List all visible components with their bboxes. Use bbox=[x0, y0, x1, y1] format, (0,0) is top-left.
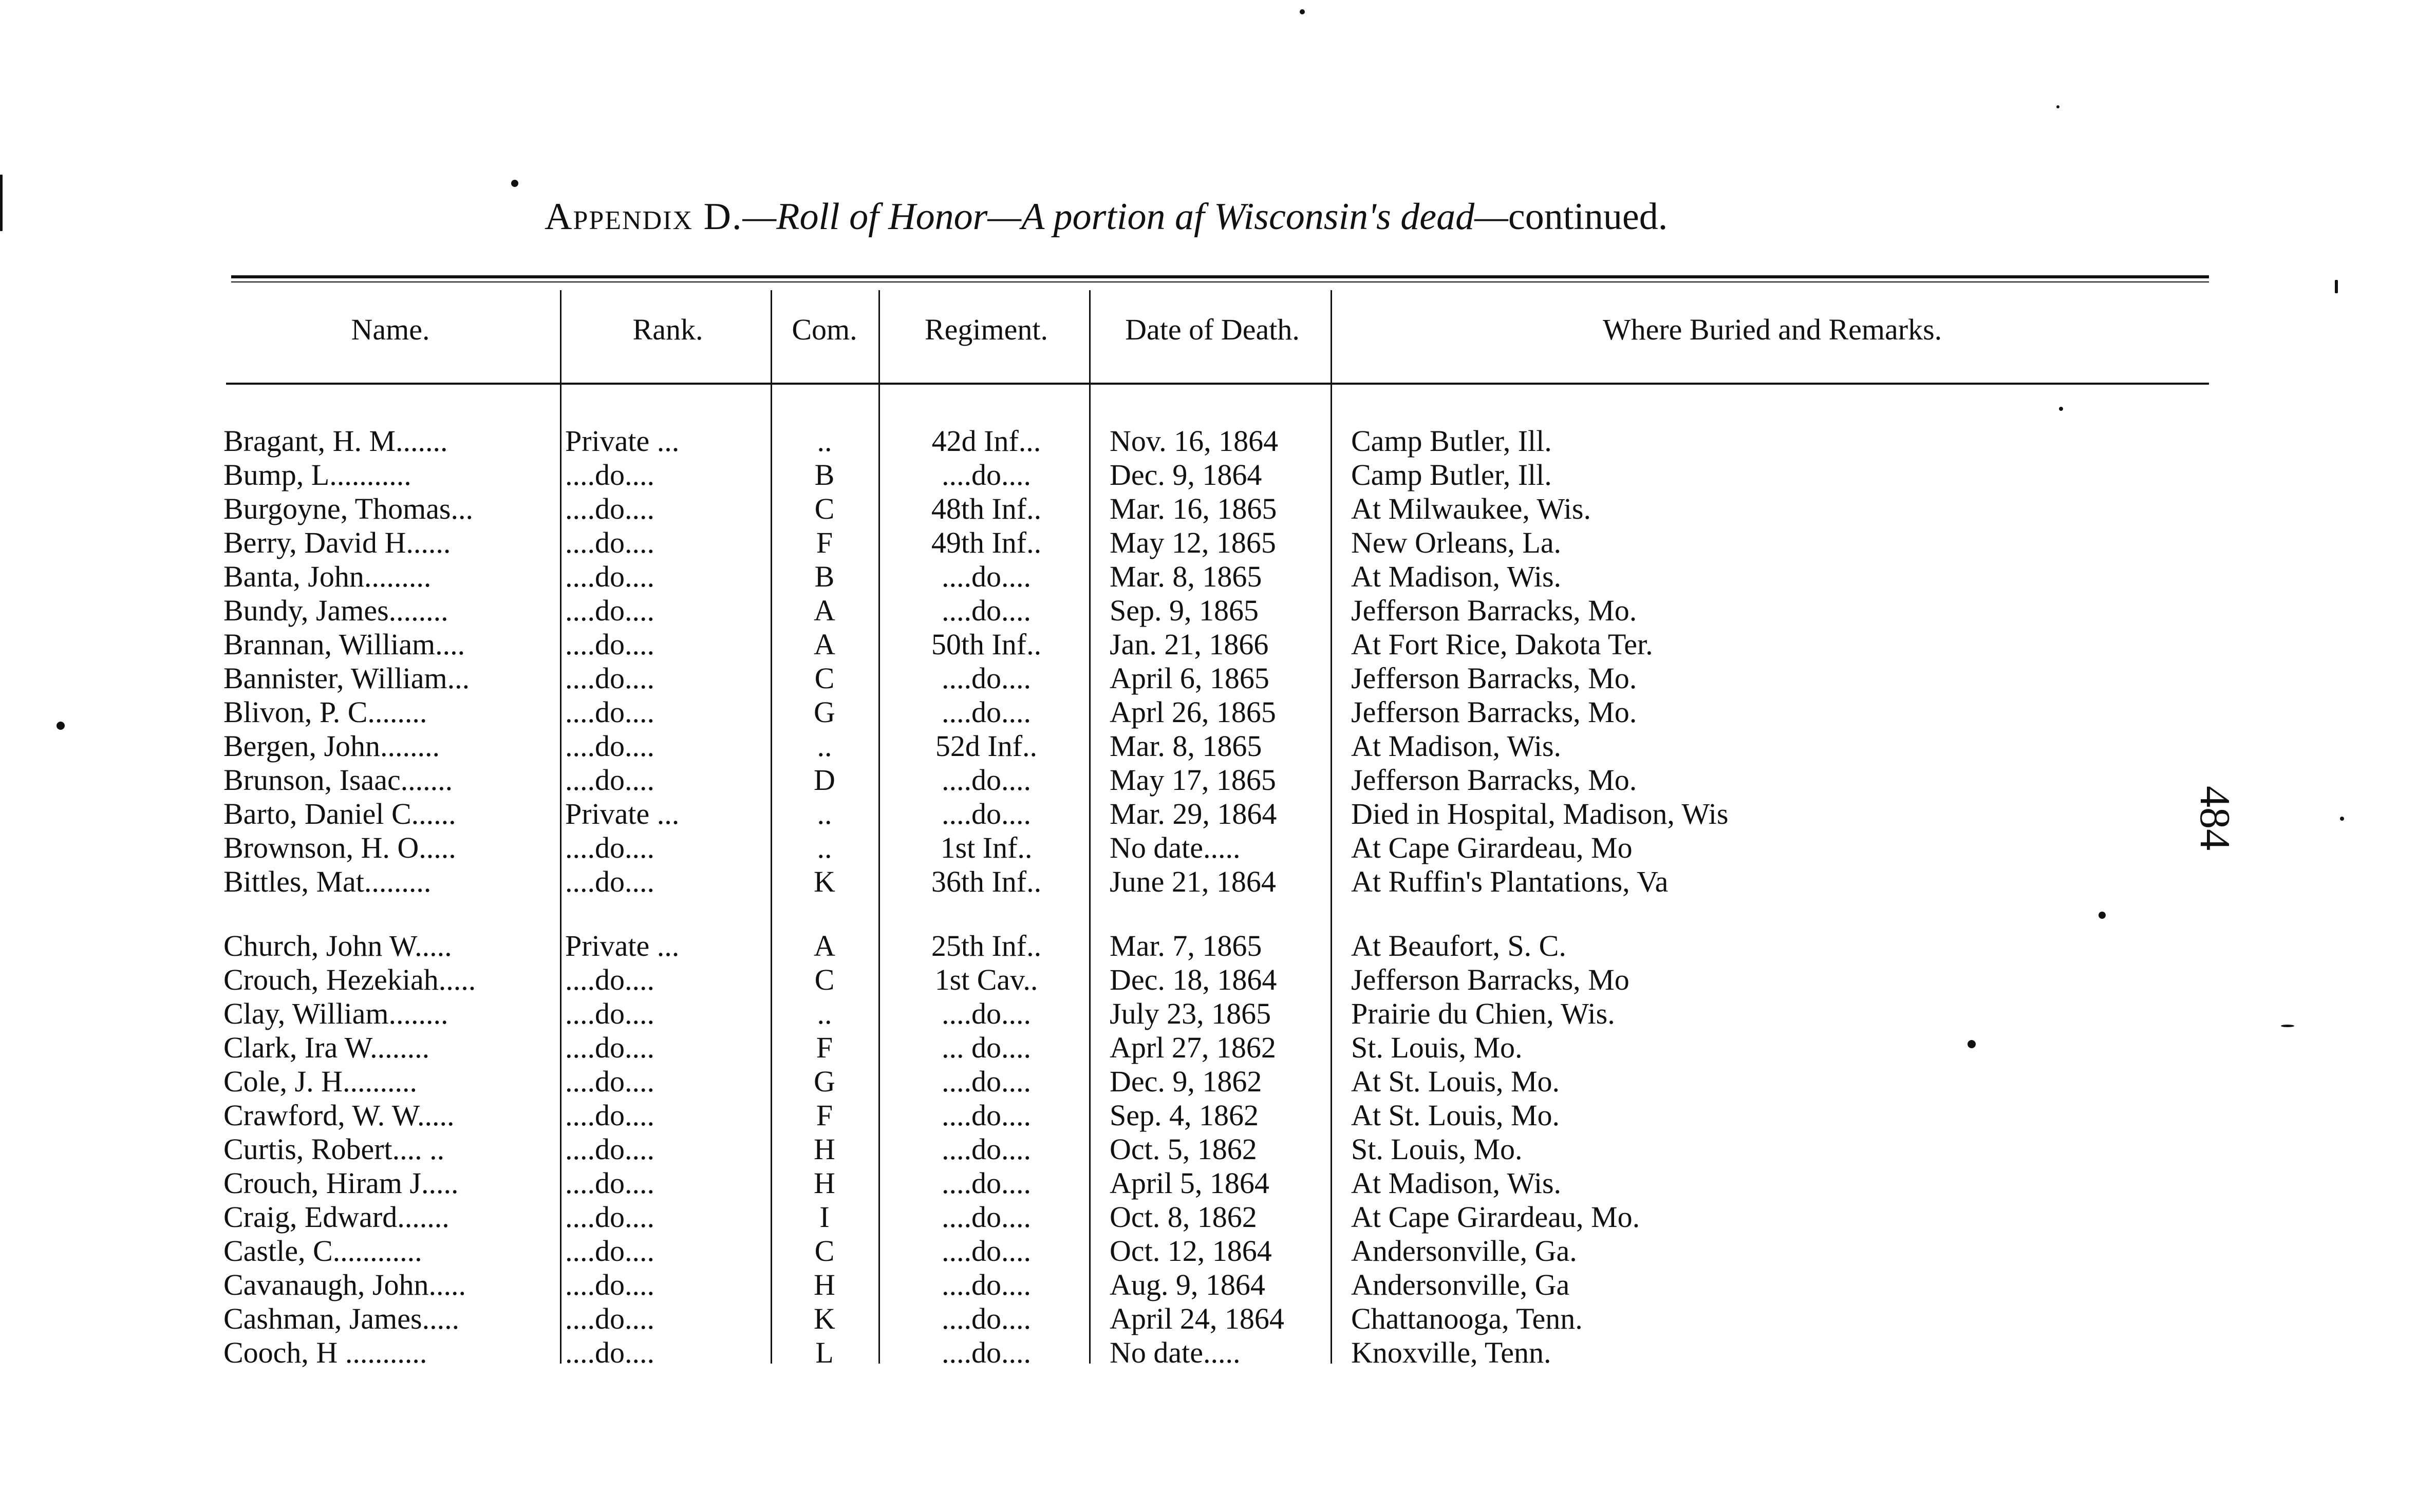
col-header-name: Name. bbox=[351, 313, 430, 346]
col-header-regiment: Regiment. bbox=[924, 313, 1048, 346]
scan-speck bbox=[511, 180, 518, 187]
cell-where: Jefferson Barracks, Mo. bbox=[1351, 695, 1637, 729]
cell-com: C bbox=[814, 492, 835, 525]
cell-rank: ....do.... bbox=[565, 1302, 654, 1335]
table-row bbox=[0, 1268, 2435, 1302]
cell-where: Andersonville, Ga. bbox=[1351, 1234, 1577, 1268]
cell-com: .. bbox=[817, 831, 832, 864]
scan-speck bbox=[2059, 407, 2063, 411]
cell-where: Knoxville, Tenn. bbox=[1351, 1336, 1551, 1369]
cell-com: I bbox=[819, 1200, 830, 1234]
cell-com: F bbox=[816, 1031, 833, 1064]
cell-com: D bbox=[814, 763, 835, 797]
table-row bbox=[0, 1336, 2435, 1370]
cell-date: Aug. 9, 1864 bbox=[1110, 1268, 1265, 1301]
cell-rank: ....do.... bbox=[565, 492, 654, 525]
table-row bbox=[0, 1234, 2435, 1268]
cell-com: C bbox=[814, 1234, 835, 1268]
cell-regiment: 49th Inf.. bbox=[931, 526, 1042, 559]
cell-name: Brownson, H. O..... bbox=[223, 831, 456, 864]
col-header-com: Com. bbox=[792, 313, 857, 346]
cell-regiment: ....do.... bbox=[942, 662, 1031, 695]
col-header-rank: Rank. bbox=[632, 313, 703, 346]
cell-regiment: ....do.... bbox=[942, 1166, 1031, 1200]
cell-rank: ....do.... bbox=[565, 1200, 654, 1234]
cell-regiment: 50th Inf.. bbox=[931, 628, 1042, 661]
scan-speck bbox=[2281, 1025, 2294, 1027]
scan-speck bbox=[1300, 9, 1305, 14]
cell-rank: Private ... bbox=[565, 929, 680, 962]
cell-com: G bbox=[814, 695, 835, 729]
cell-where: Camp Butler, Ill. bbox=[1351, 424, 1552, 458]
cell-date: April 24, 1864 bbox=[1110, 1302, 1284, 1335]
cell-where: Chattanooga, Tenn. bbox=[1351, 1302, 1583, 1335]
cell-rank: ....do.... bbox=[565, 594, 654, 627]
top-rule-thin bbox=[231, 281, 2209, 282]
table-row bbox=[0, 424, 2435, 458]
table-row bbox=[0, 831, 2435, 865]
title-italic: —Roll of Honor—A portion af Wisconsin's dead— bbox=[742, 196, 1508, 238]
cell-name: Burgoyne, Thomas... bbox=[223, 492, 474, 525]
cell-date: Mar. 7, 1865 bbox=[1110, 929, 1262, 962]
cell-regiment: ....do.... bbox=[942, 1099, 1031, 1132]
cell-date: Nov. 16, 1864 bbox=[1110, 424, 1279, 458]
cell-name: Crawford, W. W..... bbox=[223, 1099, 455, 1132]
cell-date: April 6, 1865 bbox=[1110, 662, 1269, 695]
cell-com: .. bbox=[817, 997, 832, 1030]
cell-where: Jefferson Barracks, Mo. bbox=[1351, 594, 1637, 627]
cell-regiment: ....do.... bbox=[942, 997, 1031, 1030]
cell-where: Jefferson Barracks, Mo bbox=[1351, 963, 1629, 996]
cell-com: .. bbox=[817, 424, 832, 458]
cell-rank: ....do.... bbox=[565, 458, 654, 492]
cell-date: July 23, 1865 bbox=[1110, 997, 1271, 1030]
cell-regiment: 25th Inf.. bbox=[931, 929, 1042, 962]
cell-com: B bbox=[814, 458, 835, 492]
cell-com: G bbox=[814, 1065, 835, 1098]
cell-regiment: ....do.... bbox=[942, 1234, 1031, 1268]
cell-rank: ....do.... bbox=[565, 526, 654, 559]
cell-name: Bragant, H. M....... bbox=[223, 424, 448, 458]
table-row bbox=[0, 628, 2435, 662]
cell-name: Bergen, John........ bbox=[223, 729, 440, 763]
cell-rank: Private ... bbox=[565, 797, 680, 830]
cell-where: New Orleans, La. bbox=[1351, 526, 1562, 559]
cell-date: Mar. 8, 1865 bbox=[1110, 560, 1262, 593]
cell-com: H bbox=[814, 1268, 835, 1301]
cell-name: Barto, Daniel C...... bbox=[223, 797, 456, 830]
cell-name: Clay, William........ bbox=[223, 997, 448, 1030]
cell-com: A bbox=[814, 628, 835, 661]
col-header-date: Date of Death. bbox=[1125, 313, 1300, 346]
cell-where: At Madison, Wis. bbox=[1351, 560, 1562, 593]
table-row bbox=[0, 1166, 2435, 1200]
cell-date: Aprl 27, 1862 bbox=[1110, 1031, 1276, 1064]
cell-where: Jefferson Barracks, Mo. bbox=[1351, 662, 1637, 695]
cell-regiment: 42d Inf... bbox=[931, 424, 1041, 458]
cell-regiment: ....do.... bbox=[942, 1065, 1031, 1098]
cell-name: Clark, Ira W........ bbox=[223, 1031, 430, 1064]
cell-where: At Cape Girardeau, Mo bbox=[1351, 831, 1633, 864]
cell-regiment: ....do.... bbox=[942, 695, 1031, 729]
cell-date: May 12, 1865 bbox=[1110, 526, 1276, 559]
scan-speck bbox=[0, 175, 3, 231]
cell-com: .. bbox=[817, 729, 832, 763]
table-row bbox=[0, 1065, 2435, 1099]
cell-com: H bbox=[814, 1166, 835, 1200]
cell-rank: ....do.... bbox=[565, 1099, 654, 1132]
cell-regiment: ....do.... bbox=[942, 1336, 1031, 1369]
cell-date: Oct. 5, 1862 bbox=[1110, 1132, 1257, 1166]
cell-rank: ....do.... bbox=[565, 628, 654, 661]
cell-name: Castle, C............ bbox=[223, 1234, 422, 1268]
cell-name: Bittles, Mat......... bbox=[223, 865, 432, 898]
table-row bbox=[0, 1302, 2435, 1336]
cell-regiment: 1st Inf.. bbox=[940, 831, 1033, 864]
cell-rank: ....do.... bbox=[565, 1234, 654, 1268]
cell-name: Bundy, James........ bbox=[223, 594, 448, 627]
scan-speck bbox=[2340, 817, 2344, 821]
cell-where: Andersonville, Ga bbox=[1351, 1268, 1570, 1301]
table-row bbox=[0, 492, 2435, 526]
cell-com: L bbox=[815, 1336, 834, 1369]
cell-com: .. bbox=[817, 797, 832, 830]
cell-name: Church, John W..... bbox=[223, 929, 452, 962]
cell-regiment: ....do.... bbox=[942, 594, 1031, 627]
cell-regiment: 36th Inf.. bbox=[931, 865, 1042, 898]
cell-rank: ....do.... bbox=[565, 1065, 654, 1098]
cell-where: At St. Louis, Mo. bbox=[1351, 1065, 1560, 1098]
cell-date: Sep. 9, 1865 bbox=[1110, 594, 1259, 627]
cell-regiment: ....do.... bbox=[942, 560, 1031, 593]
cell-name: Craig, Edward....... bbox=[223, 1200, 449, 1234]
page-title bbox=[545, 195, 1668, 239]
cell-name: Blivon, P. C........ bbox=[223, 695, 427, 729]
cell-name: Berry, David H...... bbox=[223, 526, 451, 559]
cell-rank: ....do.... bbox=[565, 1132, 654, 1166]
cell-rank: ....do.... bbox=[565, 831, 654, 864]
cell-where: At Ruffin's Plantations, Va bbox=[1351, 865, 1669, 898]
cell-com: A bbox=[814, 594, 835, 627]
cell-regiment: ....do.... bbox=[942, 1132, 1031, 1166]
cell-regiment: 48th Inf.. bbox=[931, 492, 1042, 525]
cell-rank: ....do.... bbox=[565, 963, 654, 996]
cell-rank: ....do.... bbox=[565, 1166, 654, 1200]
cell-regiment: ....do.... bbox=[942, 1268, 1031, 1301]
table-row bbox=[0, 1099, 2435, 1132]
scan-speck bbox=[1968, 1040, 1976, 1048]
cell-date: No date..... bbox=[1110, 831, 1241, 864]
cell-date: Mar. 16, 1865 bbox=[1110, 492, 1277, 525]
cell-date: No date..... bbox=[1110, 1336, 1241, 1369]
cell-com: K bbox=[814, 865, 835, 898]
table-row bbox=[0, 729, 2435, 763]
cell-com: C bbox=[814, 662, 835, 695]
scan-speck bbox=[2099, 912, 2106, 919]
cell-date: April 5, 1864 bbox=[1110, 1166, 1269, 1200]
table-row bbox=[0, 929, 2435, 963]
cell-where: At Madison, Wis. bbox=[1351, 1166, 1562, 1200]
cell-rank: ....do.... bbox=[565, 729, 654, 763]
cell-regiment: ....do.... bbox=[942, 458, 1031, 492]
cell-where: At Beaufort, S. C. bbox=[1351, 929, 1566, 962]
table-row bbox=[0, 594, 2435, 628]
table-row bbox=[0, 797, 2435, 831]
cell-com: C bbox=[814, 963, 835, 996]
cell-com: B bbox=[814, 560, 835, 593]
cell-regiment: ....do.... bbox=[942, 1200, 1031, 1234]
cell-name: Cavanaugh, John..... bbox=[223, 1268, 466, 1301]
top-rule-thick bbox=[231, 275, 2209, 278]
cell-rank: ....do.... bbox=[565, 1336, 654, 1369]
cell-where: At Madison, Wis. bbox=[1351, 729, 1562, 763]
table-row bbox=[0, 763, 2435, 797]
table-row bbox=[0, 526, 2435, 560]
cell-rank: Private ... bbox=[565, 424, 680, 458]
cell-name: Curtis, Robert.... .. bbox=[223, 1132, 445, 1166]
cell-name: Bump, L........... bbox=[223, 458, 411, 492]
cell-regiment: 52d Inf.. bbox=[935, 729, 1038, 763]
cell-date: May 17, 1865 bbox=[1110, 763, 1276, 797]
cell-name: Banta, John......... bbox=[223, 560, 432, 593]
table-row bbox=[0, 997, 2435, 1031]
cell-com: K bbox=[814, 1302, 835, 1335]
cell-date: Dec. 9, 1864 bbox=[1110, 458, 1262, 492]
cell-com: A bbox=[814, 929, 835, 962]
cell-date: Jan. 21, 1866 bbox=[1110, 628, 1269, 661]
cell-date: Oct. 12, 1864 bbox=[1110, 1234, 1272, 1268]
cell-regiment: ....do.... bbox=[942, 797, 1031, 830]
cell-where: At St. Louis, Mo. bbox=[1351, 1099, 1560, 1132]
scan-speck bbox=[2056, 105, 2059, 108]
cell-rank: ....do.... bbox=[565, 997, 654, 1030]
table-row bbox=[0, 560, 2435, 594]
table-row bbox=[0, 963, 2435, 997]
cell-where: Camp Butler, Ill. bbox=[1351, 458, 1552, 492]
cell-rank: ....do.... bbox=[565, 1268, 654, 1301]
cell-rank: ....do.... bbox=[565, 763, 654, 797]
cell-rank: ....do.... bbox=[565, 865, 654, 898]
col-header-where: Where Buried and Remarks. bbox=[1602, 313, 1942, 346]
cell-regiment: ... do.... bbox=[942, 1031, 1031, 1064]
cell-name: Brunson, Isaac....... bbox=[223, 763, 453, 797]
cell-date: Oct. 8, 1862 bbox=[1110, 1200, 1257, 1234]
cell-rank: ....do.... bbox=[565, 662, 654, 695]
cell-where: At Fort Rice, Dakota Ter. bbox=[1351, 628, 1653, 661]
title-continued: continued. bbox=[1508, 196, 1668, 238]
cell-where: St. Louis, Mo. bbox=[1351, 1031, 1523, 1064]
cell-date: Mar. 29, 1864 bbox=[1110, 797, 1277, 830]
cell-name: Brannan, William.... bbox=[223, 628, 465, 661]
table-row bbox=[0, 1031, 2435, 1065]
cell-name: Crouch, Hezekiah..... bbox=[223, 963, 476, 996]
cell-date: Mar. 8, 1865 bbox=[1110, 729, 1262, 763]
cell-name: Cashman, James..... bbox=[223, 1302, 460, 1335]
cell-regiment: ....do.... bbox=[942, 1302, 1031, 1335]
cell-date: Sep. 4, 1862 bbox=[1110, 1099, 1259, 1132]
cell-name: Crouch, Hiram J..... bbox=[223, 1166, 459, 1200]
cell-date: Dec. 18, 1864 bbox=[1110, 963, 1277, 996]
cell-rank: ....do.... bbox=[565, 1031, 654, 1064]
cell-rank: ....do.... bbox=[565, 560, 654, 593]
cell-where: Died in Hospital, Madison, Wis bbox=[1351, 797, 1729, 830]
table-row bbox=[0, 1200, 2435, 1234]
cell-where: Jefferson Barracks, Mo. bbox=[1351, 763, 1637, 797]
cell-name: Cooch, H ........... bbox=[223, 1336, 427, 1369]
cell-where: Prairie du Chien, Wis. bbox=[1351, 997, 1615, 1030]
scan-speck bbox=[2335, 280, 2338, 293]
cell-com: F bbox=[816, 526, 833, 559]
table-row bbox=[0, 695, 2435, 729]
table-row bbox=[0, 865, 2435, 899]
cell-date: Aprl 26, 1865 bbox=[1110, 695, 1276, 729]
table-row bbox=[0, 1132, 2435, 1166]
appendix-label: Appendix D. bbox=[545, 196, 743, 238]
cell-com: H bbox=[814, 1132, 835, 1166]
page-number: 484 bbox=[2191, 786, 2239, 850]
cell-where: St. Louis, Mo. bbox=[1351, 1132, 1523, 1166]
cell-where: At Cape Girardeau, Mo. bbox=[1351, 1200, 1640, 1234]
cell-name: Cole, J. H.......... bbox=[223, 1065, 417, 1098]
cell-regiment: 1st Cav.. bbox=[934, 963, 1038, 996]
cell-regiment: ....do.... bbox=[942, 763, 1031, 797]
table-row bbox=[0, 662, 2435, 695]
cell-date: Dec. 9, 1862 bbox=[1110, 1065, 1262, 1098]
cell-com: F bbox=[816, 1099, 833, 1132]
header-rule bbox=[226, 383, 2209, 385]
cell-date: June 21, 1864 bbox=[1110, 865, 1276, 898]
cell-rank: ....do.... bbox=[565, 695, 654, 729]
scan-speck bbox=[57, 722, 65, 730]
cell-name: Bannister, William... bbox=[223, 662, 470, 695]
cell-where: At Milwaukee, Wis. bbox=[1351, 492, 1591, 525]
table-row bbox=[0, 458, 2435, 492]
